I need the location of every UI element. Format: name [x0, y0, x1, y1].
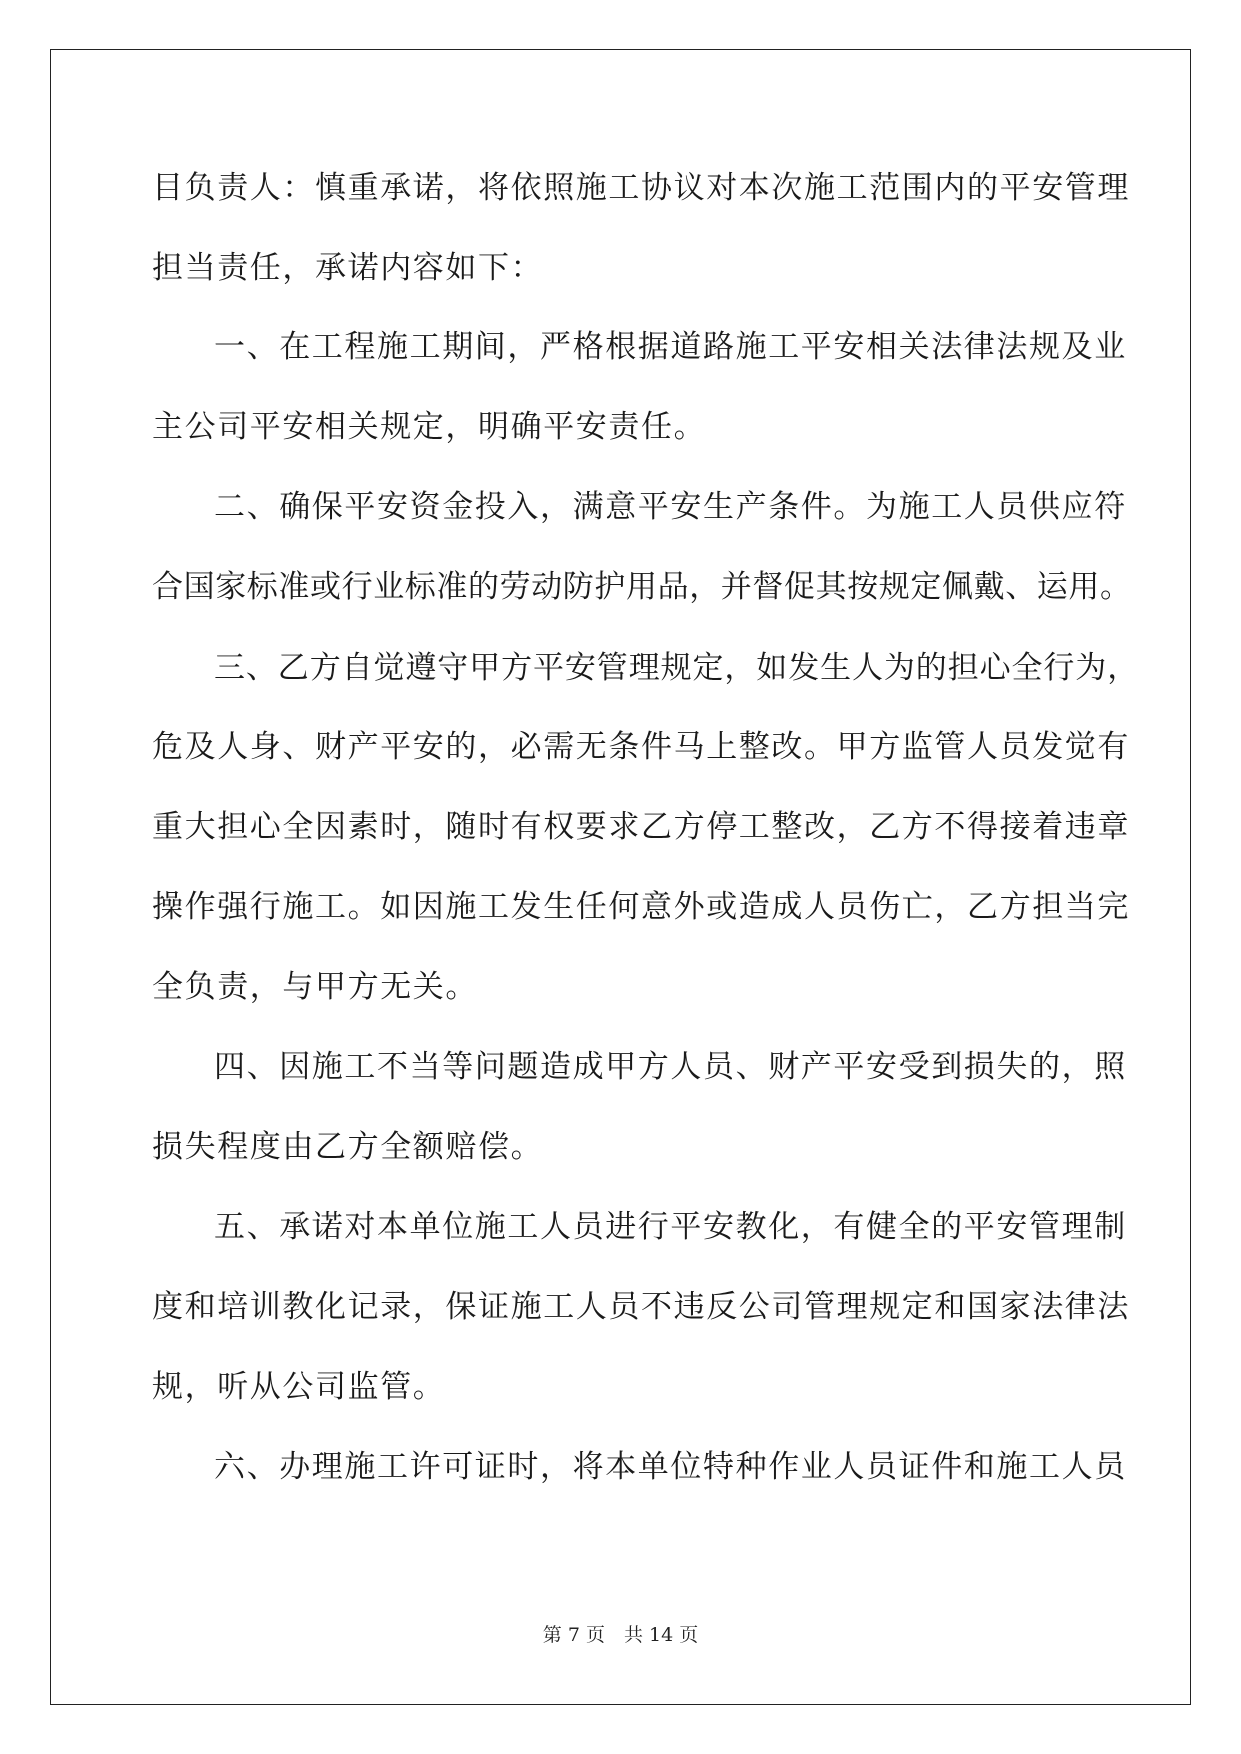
text-line: 度和培训教化记录，保证施工人员不违反公司管理规定和国家法律法: [152, 1289, 1130, 1325]
text-line: 重大担心全因素时，随时有权要求乙方停工整改，乙方不得接着违章: [152, 809, 1130, 845]
page-number-footer: 第 7 页 共 14 页: [542, 1624, 699, 1646]
text-line: 目负责人：慎重承诺，将依照施工协议对本次施工范围内的平安管理: [152, 170, 1130, 206]
text-line: 合国家标准或行业标准的劳动防护用品，并督促其按规定佩戴、运用。: [152, 569, 1132, 605]
text-line: 规，听从公司监管。: [152, 1369, 446, 1405]
text-line: 损失程度由乙方全额赔偿。: [152, 1129, 544, 1165]
paragraph-start-line: 三、乙方自觉遵守甲方平安管理规定，如发生人为的担心全行为，: [214, 650, 1140, 686]
text-line: 担当责任，承诺内容如下：: [152, 250, 544, 286]
paragraph-start-line: 五、承诺对本单位施工人员进行平安教化，有健全的平安管理制: [214, 1209, 1127, 1245]
text-line: 全负责，与甲方无关。: [152, 969, 478, 1005]
text-line: 危及人身、财产平安的，必需无条件马上整改。甲方监管人员发觉有: [152, 729, 1130, 765]
paragraph-start-line: 四、因施工不当等问题造成甲方人员、财产平安受到损失的，照: [214, 1049, 1127, 1085]
paragraph-start-line: 二、确保平安资金投入，满意平安生产条件。为施工人员供应符: [214, 489, 1127, 525]
paragraph-start-line: 一、在工程施工期间，严格根据道路施工平安相关法律法规及业: [214, 329, 1127, 365]
paragraph-start-line: 六、办理施工许可证时，将本单位特种作业人员证件和施工人员: [214, 1449, 1127, 1485]
text-line: 主公司平安相关规定，明确平安责任。: [152, 409, 707, 445]
text-line: 操作强行施工。如因施工发生任何意外或造成人员伤亡，乙方担当完: [152, 889, 1130, 925]
